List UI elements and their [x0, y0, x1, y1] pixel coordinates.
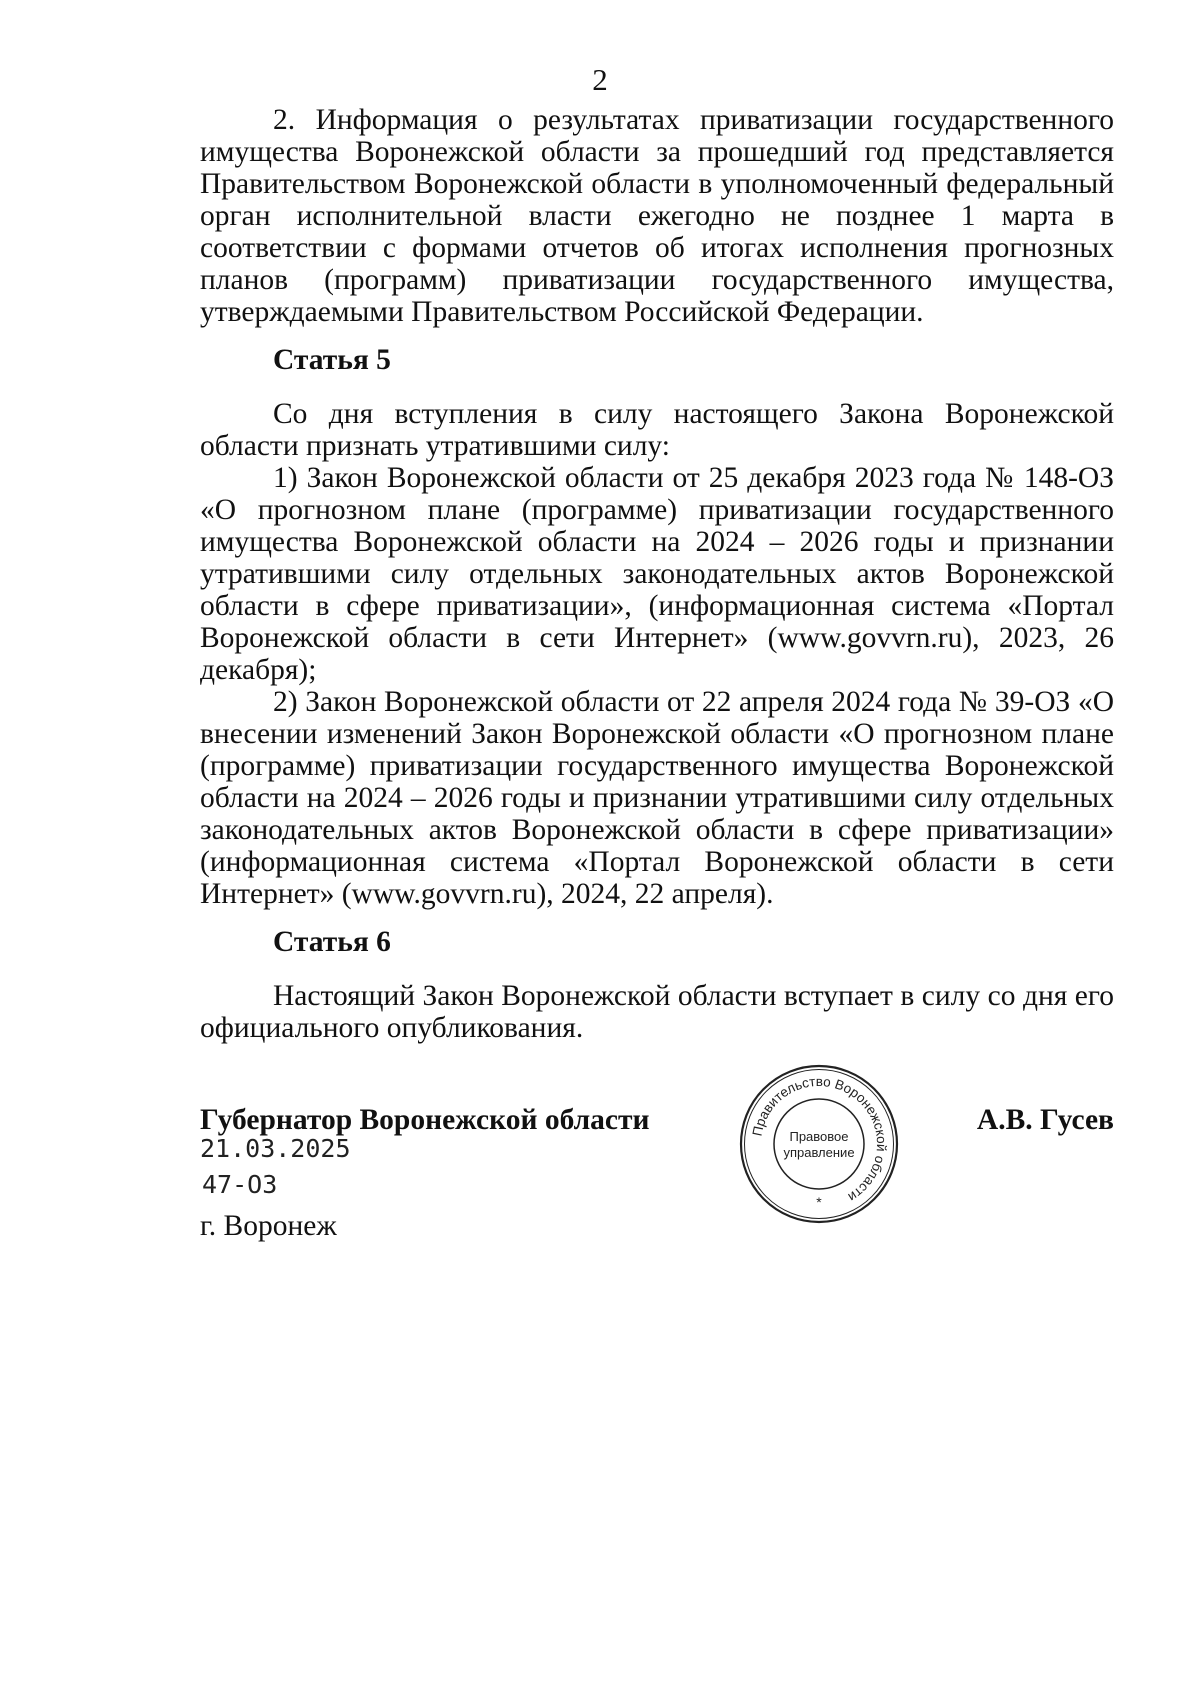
document-body	[200, 104, 1114, 1044]
city: г. Воронеж	[200, 1210, 337, 1242]
paragraph-repeal-item-1: 1) Закон Воронежской области от 25 декабря 2023 года № 148-ОЗ «О прогнозном плане (программе) приватизации государственного имущества Воронежской области на 2024 – 2026 годы и признании утратившими силу отдельных законодательных актов Воронежской области в сфере приватизации», (информационная система «Портал Воронежской области в сети Интернет» (www.govvrn.ru), 2023, 26 декабря);	[200, 462, 1114, 686]
article-5-heading: Статья 5	[273, 344, 391, 376]
seal-center-line-2: управление	[783, 1145, 855, 1160]
page-number: 2	[592, 62, 608, 97]
law-number: 47-ОЗ	[202, 1170, 278, 1199]
paragraph-entry-into-force: Настоящий Закон Воронежской области вступает в силу со дня его официального опубликования.	[200, 980, 1114, 1044]
seal-center-line-1: Правовое	[789, 1129, 849, 1144]
official-seal	[738, 1063, 900, 1225]
law-date: 21.03.2025	[200, 1134, 351, 1163]
seal-inner-ring	[774, 1099, 864, 1189]
signatory-name: А.В. Гусев	[976, 1104, 1114, 1136]
signature-title: Губернатор Воронежской области	[200, 1104, 650, 1136]
article-6-heading: Статья 6	[273, 926, 391, 958]
seal-graphic	[738, 1063, 900, 1225]
paragraph-repeal-item-2: 2) Закон Воронежской области от 22 апреля 2024 года № 39-ОЗ «О внесении изменений Закон Воронежской области «О прогнозном плане (программе) приватизации государственного имущества Воронежской области на 2024 – 2026 годы и признании утратившими силу отдельных законодательных актов Воронежской области в сфере приватизации» (информационная система «Портал Воронежской области в сети Интернет» (www.govvrn.ru), 2024, 22 апреля).	[200, 686, 1114, 910]
paragraph-repeal-intro: Со дня вступления в силу настоящего Закона Воронежской области признать утратившими силу:	[200, 398, 1114, 462]
seal-ring-text: Правительство Воронежской области	[749, 1073, 890, 1205]
seal-star: *	[816, 1194, 822, 1210]
paragraph-privatization-report: 2. Информация о результатах приватизации государственного имущества Воронежской области за прошедший год представляется Правительством Воронежской области в уполномоченный федеральный орган исполнительной власти ежегодно не позднее 1 марта в соответствии с формами отчетов об итогах исполнения прогнозных планов (программ) приватизации государственного имущества, утверждаемыми Правительством Российской Федерации.	[200, 104, 1114, 328]
